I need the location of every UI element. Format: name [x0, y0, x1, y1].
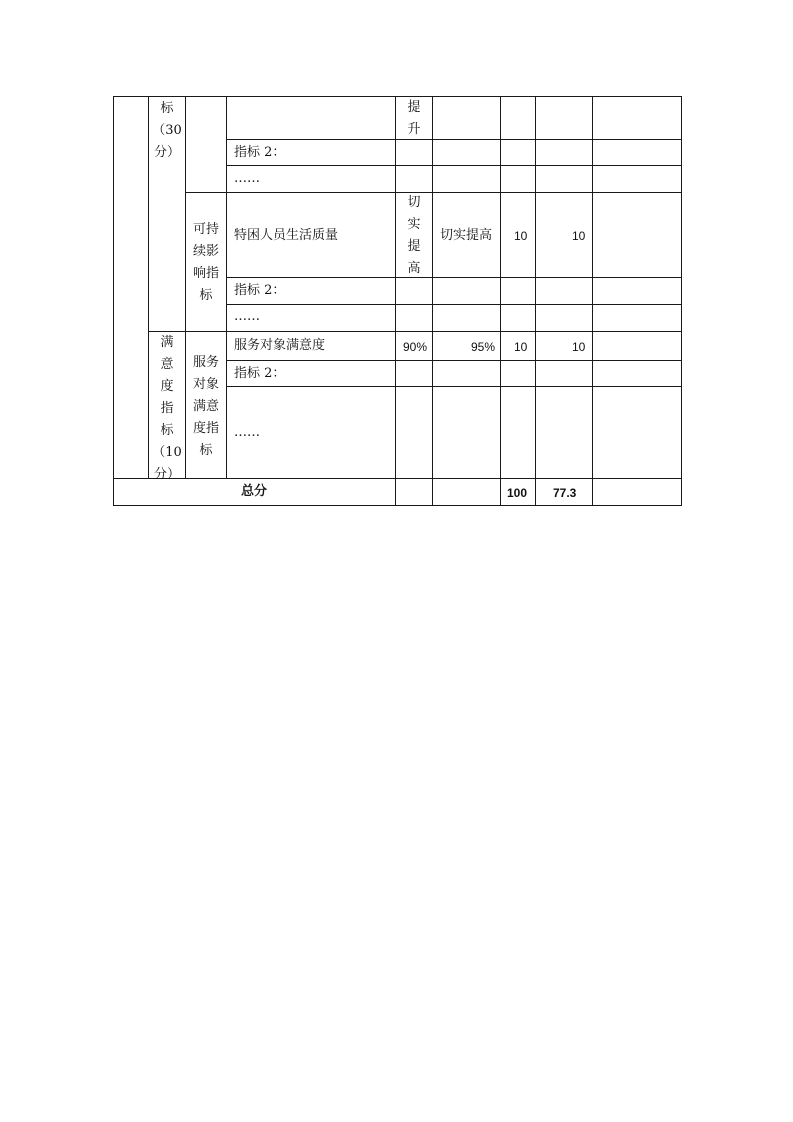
row7-indicator: 指标 2：	[234, 366, 286, 381]
row1-indicator: 指标 2：	[234, 145, 286, 160]
row6-indicator: 服务对象满意度	[234, 338, 326, 353]
total-weight: 100	[507, 486, 528, 500]
row3-actual: 切实提高	[440, 228, 493, 243]
row-divider	[226, 386, 682, 387]
row-divider	[226, 277, 682, 278]
total-label: 总分	[241, 484, 268, 499]
row4-indicator: 指标 2：	[234, 283, 286, 298]
level2-sustainable-label: 可持 续影 响指 标	[192, 222, 219, 303]
row-divider	[226, 360, 682, 361]
row-divider	[226, 139, 682, 140]
table-bottom-border	[113, 505, 682, 506]
row6-target: 90%	[403, 340, 428, 354]
row-divider	[113, 478, 682, 479]
level1-performance-label: 标 （30 分）	[152, 101, 182, 160]
total-score: 77.3	[553, 486, 577, 500]
row6-weight: 10	[514, 340, 528, 354]
row-divider	[226, 304, 682, 305]
column-divider	[432, 96, 433, 506]
row3-weight: 10	[514, 229, 528, 243]
table-right-border	[681, 96, 682, 506]
row3-indicator: 特困人员生活质量	[234, 228, 339, 243]
row2-indicator: ……	[234, 171, 260, 186]
row-divider	[185, 192, 682, 193]
level2-service-satisfaction-label: 服务 对象 满意 度指 标	[192, 355, 219, 458]
level1-satisfaction-label: 满 意 度 指 标 （10 分）	[152, 335, 182, 482]
row-divider	[148, 331, 682, 332]
column-divider	[395, 96, 396, 506]
column-divider	[500, 96, 501, 506]
row5-indicator: ……	[234, 309, 260, 324]
row6-actual: 95%	[471, 340, 496, 354]
row-divider	[226, 165, 682, 166]
row8-indicator: ……	[234, 425, 260, 440]
row3-target: 切 实 提 高	[407, 195, 421, 276]
row0-target: 提 升	[407, 100, 421, 137]
row3-score: 10	[572, 229, 586, 243]
column-divider	[592, 96, 593, 506]
row6-score: 10	[572, 340, 586, 354]
table-left-border	[113, 96, 114, 506]
column-divider	[226, 96, 227, 479]
column-divider	[535, 96, 536, 506]
